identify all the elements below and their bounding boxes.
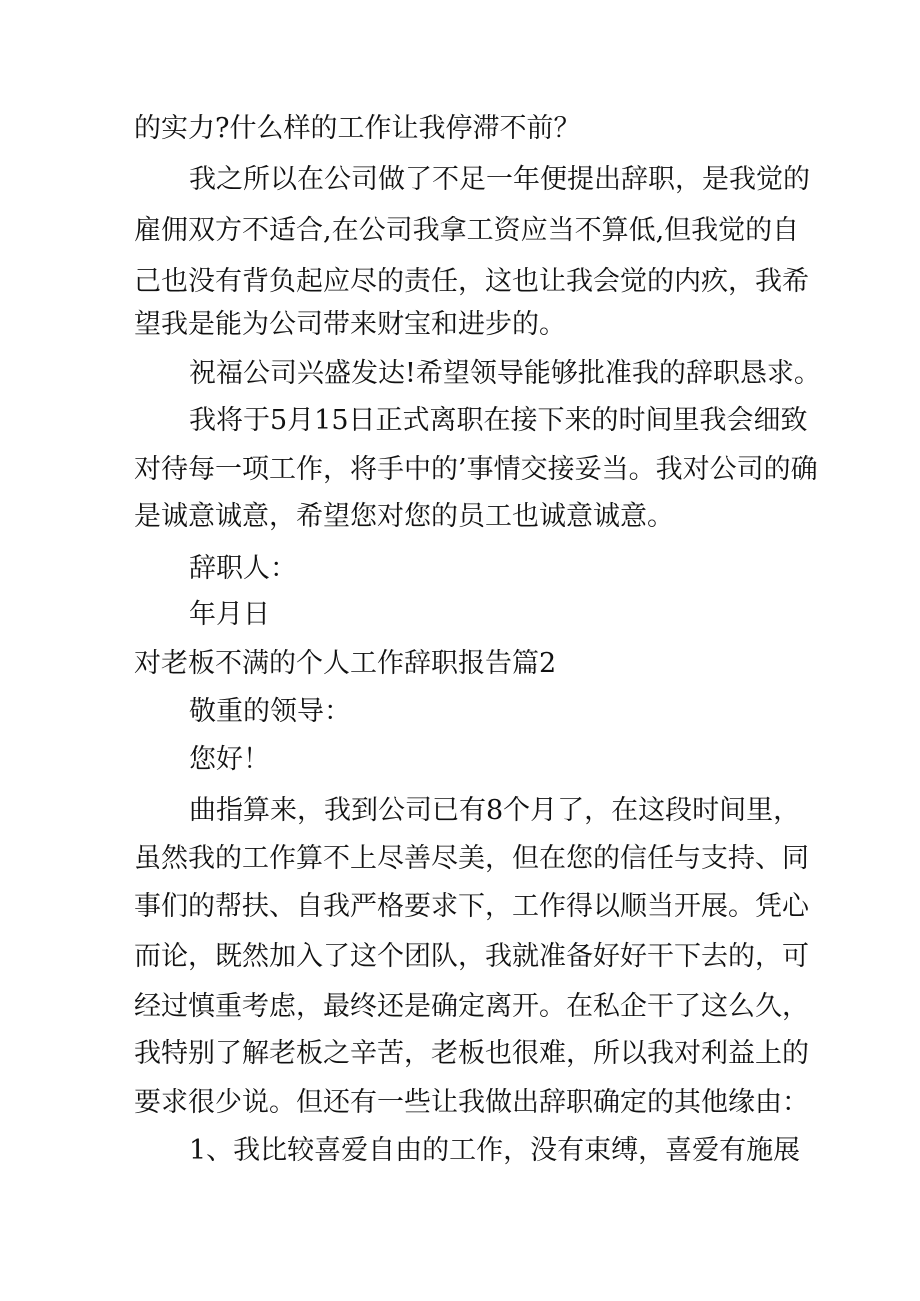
text-line: 经过慎重考虑，最终还是确定离开。在私企干了这么久， bbox=[134, 991, 809, 1022]
text-line: 事们的帮扶、自我严格要求下，工作得以顺当开展。凭心 bbox=[134, 891, 809, 922]
text-line: 我特别了解老板之辛苦，老板也很难，所以我对利益上的 bbox=[134, 1038, 809, 1069]
text-line: 虽然我的工作算不上尽善尽美，但在您的信任与支持、同 bbox=[134, 843, 809, 874]
text-line: 己也没有背负起应尽的责任，这也让我会觉的内疚，我希 bbox=[134, 266, 809, 297]
text-line: 对待每一项工作，将手中的’事情交接妥当。我对公司的确 bbox=[134, 454, 818, 485]
text-line: 辞职人： bbox=[189, 553, 297, 584]
text-line: 我之所以在公司做了不足一年便提出辞职，是我觉的 bbox=[189, 164, 810, 195]
text-line: 我将于5月15日正式离职在接下来的时间里我会细致 bbox=[189, 405, 808, 436]
text-line: 年月日 bbox=[189, 599, 270, 630]
text-line: 雇佣双方不适合,在公司我拿工资应当不算低,但我觉的自 bbox=[134, 215, 800, 246]
text-line: 1、我比较喜爱自由的工作，没有束缚，喜爱有施展 bbox=[189, 1135, 801, 1166]
text-line: 要求很少说。但还有一些让我做出辞职确定的其他缘由： bbox=[134, 1087, 809, 1118]
section-heading: 对老板不满的个人工作辞职报告篇2 bbox=[134, 648, 557, 679]
text-line: 而论，既然加入了这个团队，我就准备好好干下去的，可 bbox=[134, 941, 809, 972]
text-line: 的实力?什么样的工作让我停滞不前？ bbox=[134, 113, 581, 144]
text-line: 是诚意诚意，希望您对您的员工也诚意诚意。 bbox=[134, 501, 674, 532]
text-line: 曲指算来，我到公司已有8个月了，在这段时间里， bbox=[189, 795, 801, 826]
text-line: 敬重的领导： bbox=[189, 696, 351, 727]
text-line: 望我是能为公司带来财宝和进步的。 bbox=[134, 309, 566, 340]
text-line: 您好！ bbox=[189, 744, 270, 775]
text-line: 祝福公司兴盛发达!希望领导能够批准我的辞职恳求。 bbox=[189, 358, 821, 389]
